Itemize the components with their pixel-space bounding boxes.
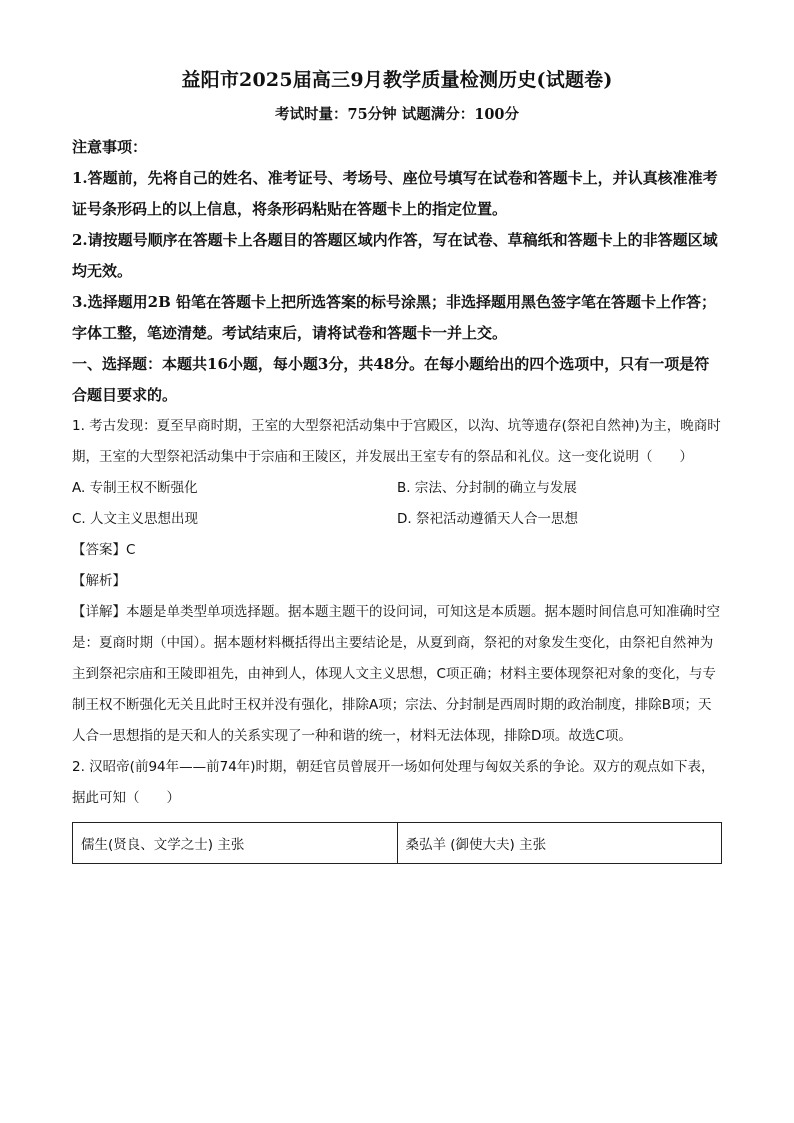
option-d: D. 祭祀活动遵循天人合一思想: [397, 511, 578, 527]
notice-block: [72, 132, 722, 411]
option-a: A. 专制王权不断强化: [72, 480, 198, 496]
page-title: 益阳市2025届高三9月教学质量检测历史(试题卷): [181, 69, 613, 91]
notice-item: 2.请按题号顺序在答题卡上各题目的答题区域内作答，写在试卷、草稿纸和答题卡上的非答题区域均无效。: [72, 231, 718, 280]
viewpoint-table: [72, 822, 722, 864]
exam-time-info: 考试时量：75分钟 试题满分：100分: [275, 106, 519, 123]
detail-text: 【详解】本题是单类型单项选择题。据本题主题干的设问词，可知这是本质题。据本题时间信息可知准确时空是：夏商时期（中国）。据本题材料概括得出主要结论是，从夏到商，祭祀的对象发生变化，由祭祀自然神为主到祭祀宗庙和王陵即祖先，由神到人，体现人文主义思想，C项正确；材料主要体现祭祀对象的变化，与专制王权不断强化无关且此时王权并没有强化，排除A项；宗法、分封制是西周时期的政治制度，排除B项；天人合一思想指的是天和人的关系实现了一种和谐的统一，材料无法体现，排除D项。故选C项。: [72, 604, 720, 744]
notice-heading: 注意事项：: [72, 138, 148, 156]
question-1-detail: [72, 597, 722, 752]
table-row: [73, 823, 722, 864]
table-header-cell: 桑弘羊 (御使大夫) 主张: [397, 823, 722, 864]
notice-item: 1.答题前，先将自己的姓名、准考证号、考场号、座位号填写在试卷和答题卡上，并认真核准准考证号条形码上的以上信息，将条形码粘贴在答题卡上的指定位置。: [72, 169, 718, 218]
exam-page: [72, 62, 722, 864]
question-1-options: [72, 473, 722, 535]
notice-item: 3.选择题用2B 铅笔在答题卡上把所选答案的标号涂黑；非选择题用黑色签字笔在答题卡上作答；字体工整，笔迹清楚。考试结束后，请将试卷和答题卡一并上交。: [72, 293, 717, 342]
option-b: B. 宗法、分封制的确立与发展: [397, 480, 577, 496]
section-heading: 一、选择题：本题共16小题，每小题3分，共48分。在每小题给出的四个选项中，只有一项是符合题目要求的。: [72, 355, 710, 404]
question-1: [72, 411, 722, 473]
answer-tag: 【答案】C: [72, 542, 136, 558]
option-c: C. 人文主义思想出现: [72, 511, 199, 527]
table-header-cell: 儒生(贤良、文学之士) 主张: [73, 823, 398, 864]
analysis-tag: 【解析】: [72, 573, 126, 589]
question-2: [72, 752, 722, 814]
question-stem: 2. 汉昭帝(前94年——前74年)时期，朝廷官员曾展开一场如何处理与匈奴关系的争论。双方的观点如下表，据此可知（ ）: [72, 759, 715, 806]
question-stem: 1. 考古发现：夏至早商时期，王室的大型祭祀活动集中于宫殿区，以沟、坑等遗存(祭祀自然神)为主，晚商时期，王室的大型祭祀活动集中于宗庙和王陵区，并发展出王室专有的祭品和礼仪。这一变化说明（ ）: [72, 418, 721, 465]
